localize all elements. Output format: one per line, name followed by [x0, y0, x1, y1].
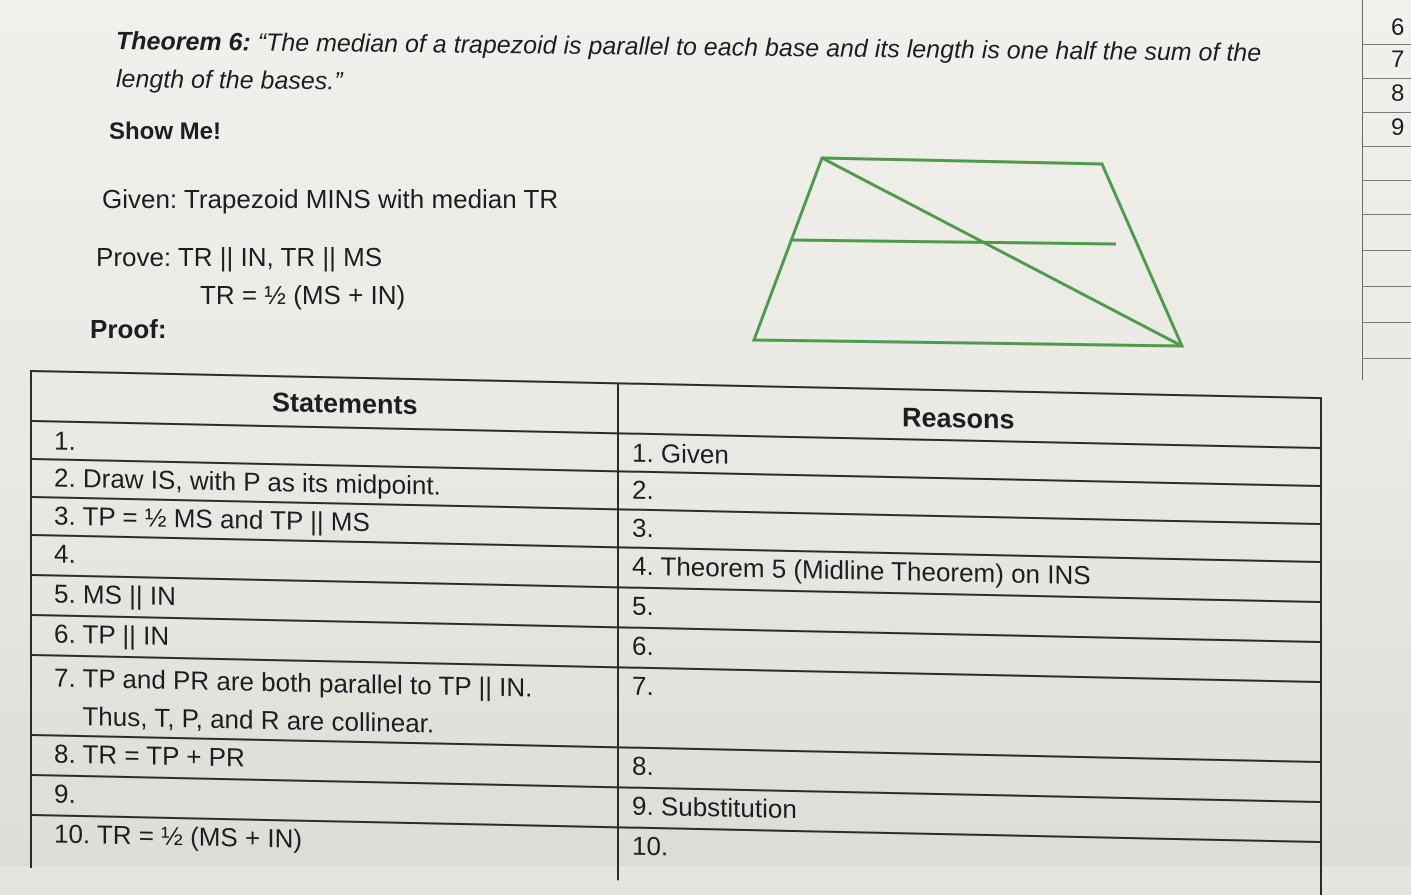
table-right-border	[1320, 399, 1322, 895]
statement-cell: 5. MS || IN	[54, 578, 176, 612]
statement-cell: 6. TP || IN	[54, 618, 170, 651]
reason-cell: 6.	[632, 630, 654, 662]
page-number: 6	[1391, 14, 1405, 41]
reason-cell: 2.	[632, 474, 654, 506]
reason-cell: 4. Theorem 5 (Midline Theorem) on INS	[632, 550, 1091, 591]
trapezoid-figure	[740, 140, 1200, 360]
margin-rule	[1362, 358, 1411, 359]
theorem-statement	[116, 22, 1326, 111]
margin-rule	[1362, 78, 1411, 79]
statement-cell: 10. TR = ½ (MS + IN)	[54, 818, 303, 854]
proof-label: Proof:	[90, 314, 167, 344]
statement-cell: 2. Draw IS, with P as its midpoint.	[54, 462, 441, 501]
margin-rule	[1362, 322, 1411, 323]
theorem-text: “The median of a trapezoid is parallel to each base and its length is one half the sum of the length of the bases.”	[116, 28, 1262, 96]
statement-cell: 1.	[54, 425, 76, 456]
page-number: 9	[1391, 114, 1405, 141]
reason-cell: 7.	[632, 670, 654, 702]
margin-rule	[1362, 146, 1411, 147]
reason-cell: 1. Given	[632, 437, 729, 470]
given-statement: Given: Trapezoid MINS with median TR	[102, 184, 559, 214]
median-line	[790, 240, 1116, 244]
theorem-label: Theorem 6:	[116, 27, 251, 57]
statement-cell: 8. TR = TP + PR	[54, 738, 245, 773]
page-number: 7	[1391, 46, 1405, 73]
margin-rule	[1362, 286, 1411, 287]
margin-rule	[1362, 44, 1411, 45]
reason-cell: 10.	[632, 830, 669, 862]
reason-cell: 9. Substitution	[632, 790, 797, 825]
reasons-header: Reasons	[902, 402, 1015, 435]
statement-cell: 9.	[54, 778, 76, 809]
trapezoid-outline	[754, 158, 1182, 346]
statement-cell: 7. TP and PR are both parallel to TP || IN. Thus, T, P, and R are collinear.	[54, 662, 533, 739]
margin-rule	[1362, 112, 1411, 113]
reason-cell: 8.	[632, 750, 654, 782]
reason-cell: 5.	[632, 590, 654, 622]
statement-cell: 3. TP = ½ MS and TP || MS	[54, 500, 370, 538]
diagonal-line	[822, 158, 1182, 346]
page-number-margin	[1362, 0, 1411, 380]
margin-rule	[1362, 180, 1411, 181]
margin-rule	[1362, 214, 1411, 215]
statements-header: Statements	[272, 387, 418, 421]
reason-cell: 3.	[632, 512, 654, 544]
prove-statement-line1: Prove: TR || IN, TR || MS	[96, 242, 383, 272]
statement-cell: 4.	[54, 538, 76, 569]
show-me-heading: Show Me!	[109, 118, 221, 145]
page-number: 8	[1391, 80, 1405, 107]
proof-table	[30, 370, 1322, 895]
margin-rule	[1362, 250, 1411, 251]
prove-statement-line2: TR = ½ (MS + IN)	[200, 280, 406, 310]
